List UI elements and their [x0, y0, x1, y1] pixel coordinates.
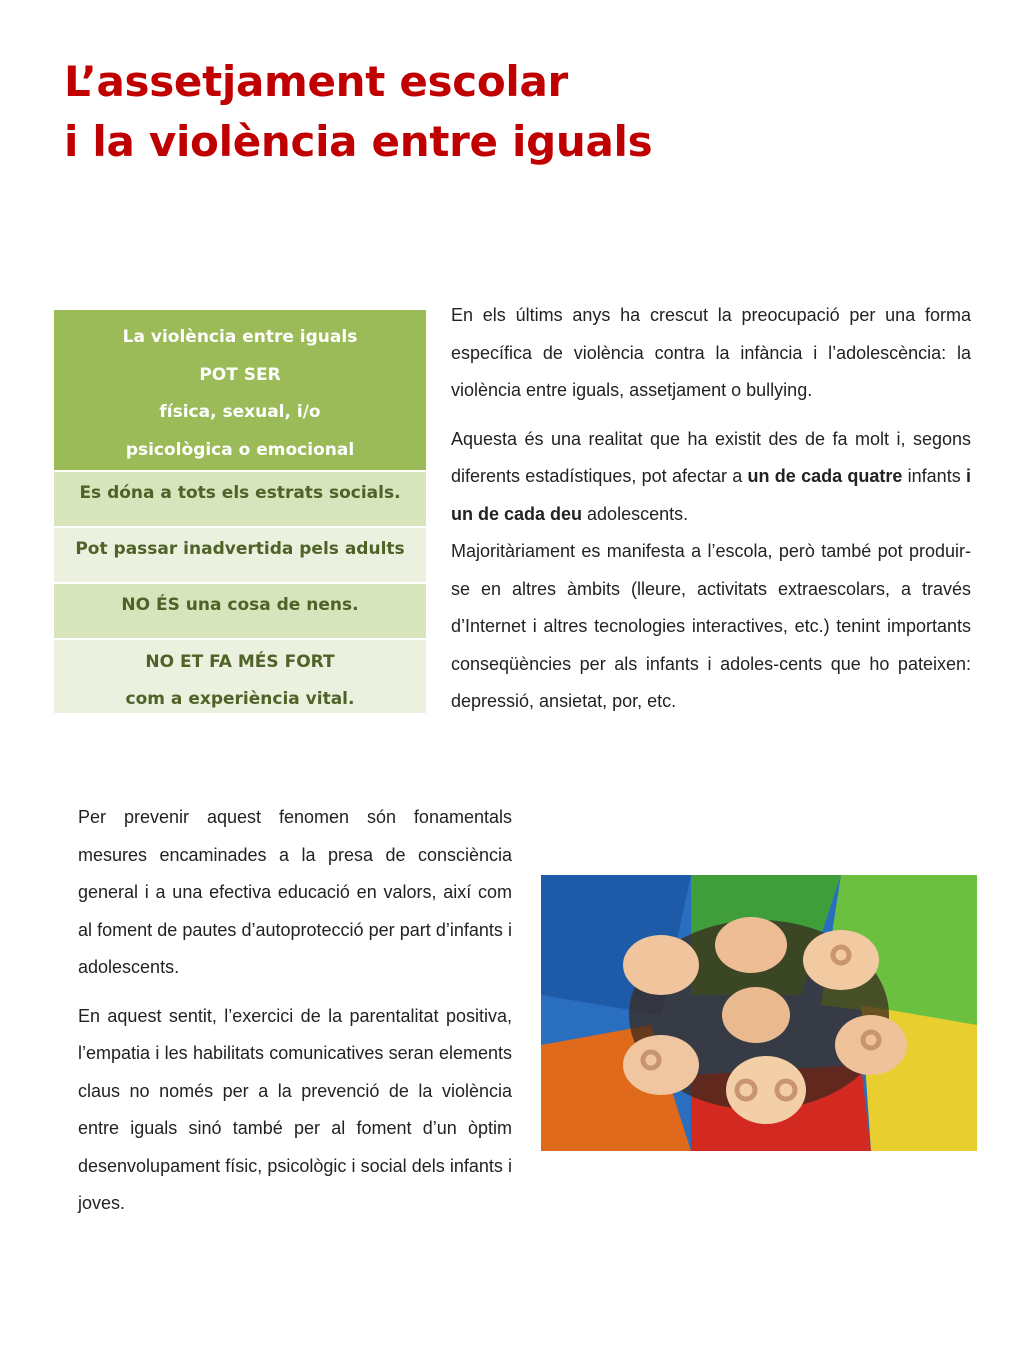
facts-box [54, 310, 426, 713]
statistics-text: infants [902, 466, 966, 486]
prevention-paragraph: Per prevenir aquest fenomen són fonamentals mesures encaminades a la presa de consciència general i a una efectiva educació en valors, així com al foment de pautes d’autoprotecció per part d’infants i adolescents. [78, 807, 512, 977]
statistics-highlight: i un de cada deu [451, 466, 971, 524]
statistics-paragraph [451, 421, 971, 534]
consequences-paragraph: Majoritàriament es manifesta a l’escola, però també pot produir-se en altres àmbits (lleure, activitats extraescolars, a través d’Internet i altres tecnologies interactives, etc.) tenint importants conseqüències per als infants i adoles-cents que ho pateixen: depressió, ansietat, por, etc. [451, 541, 971, 711]
facts-header-line: La violència entre iguals [122, 327, 358, 347]
facts-row-text: Es dóna a tots els estrats socials. [79, 483, 401, 503]
children-circle-illustration [541, 875, 977, 1151]
page-title-line-1: L’assetjament escolar [64, 57, 568, 106]
facts-box-header [54, 310, 426, 470]
parenting-paragraph: En aquest sentit, l’exercici de la parentalitat positiva, l’empatia i les habilitats comunicatives seran elements claus no només per a la prevenció de la violència entre iguals sinó també per al foment d’un òptim desenvolupament físic, psicològic i social dels infants i joves. [78, 1005, 512, 1213]
facts-row [54, 582, 426, 638]
intro-column [451, 297, 971, 732]
page-title-line-2: i la violència entre iguals [64, 117, 653, 166]
statistics-text: Aquesta és una realitat que ha existit des de fa molt i, segons diferents estadístiques, pot afectar a [451, 428, 971, 486]
facts-header-line: psicològica o emocional [125, 439, 355, 460]
intro-paragraph: En els últims anys ha crescut la preocupació per una forma específica de violència contra la infància i l’adolescència: la violència entre iguals, assetjament o bullying. [451, 305, 971, 400]
statistics-highlight: un de cada quatre [747, 466, 903, 486]
facts-row-text: Pot passar inadvertida pels adults [75, 539, 405, 559]
facts-row [54, 638, 426, 713]
facts-row-text: com a experiència vital. [125, 689, 355, 709]
children-circle-photo [541, 875, 977, 1151]
prevention-column [78, 799, 512, 1234]
facts-row [54, 470, 426, 526]
page-title [64, 52, 652, 172]
facts-row [54, 526, 426, 582]
facts-row-text: NO ET FA MÉS FORT [145, 652, 335, 672]
facts-header-line: POT SER [199, 364, 281, 385]
facts-header-line: física, sexual, i/o [159, 402, 321, 422]
facts-row-text: NO ÉS una cosa de nens. [121, 595, 359, 615]
statistics-text: adolescents. [582, 503, 689, 524]
